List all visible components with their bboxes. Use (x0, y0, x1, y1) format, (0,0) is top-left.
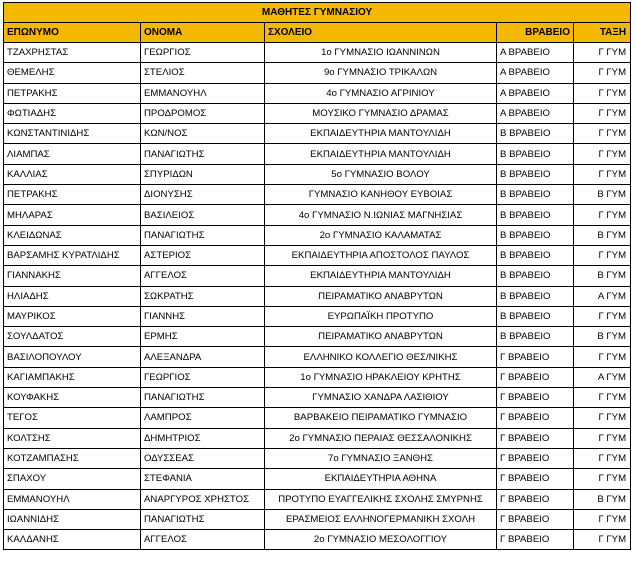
table-body (4, 43, 631, 550)
cell-class: Γ ΓΥΜ (574, 448, 631, 468)
cell-class: Γ ΓΥΜ (574, 347, 631, 367)
cell-name: ΚΩΝ/ΝΟΣ (141, 124, 265, 144)
cell-school: 9ο ΓΥΜΝΑΣΙΟ ΤΡΙΚΑΛΩΝ (265, 63, 497, 83)
cell-name: ΕΜΜΑΝΟΥΗΛ (141, 83, 265, 103)
cell-prize: Β ΒΡΑΒΕΙΟ (497, 185, 574, 205)
cell-school: 2ο ΓΥΜΝΑΣΙΟ ΚΑΛΑΜΑΤΑΣ (265, 225, 497, 245)
cell-name: ΓΙΑΝΝΗΣ (141, 306, 265, 326)
table-row (4, 83, 631, 103)
table-row (4, 347, 631, 367)
cell-school: ΜΟΥΣΙΚΟ ΓΥΜΝΑΣΙΟ ΔΡΑΜΑΣ (265, 103, 497, 123)
cell-class: Β ΓΥΜ (574, 489, 631, 509)
table-row (4, 448, 631, 468)
table-row (4, 286, 631, 306)
cell-class: Α ΓΥΜ (574, 367, 631, 387)
table-row (4, 185, 631, 205)
table-row (4, 428, 631, 448)
cell-class: Β ΓΥΜ (574, 266, 631, 286)
cell-prize: Γ ΒΡΑΒΕΙΟ (497, 388, 574, 408)
table-row (4, 144, 631, 164)
table-row (4, 408, 631, 428)
table-row (4, 205, 631, 225)
cell-school: ΕΚΠΑΙΔΕΥΤΗΡΙΑ ΜΑΝΤΟΥΛΙΔΗ (265, 124, 497, 144)
cell-prize: Β ΒΡΑΒΕΙΟ (497, 266, 574, 286)
cell-name: ΑΓΓΕΛΟΣ (141, 266, 265, 286)
cell-name: ΑΛΕΞΑΝΔΡΑ (141, 347, 265, 367)
cell-surname: ΚΟΛΤΣΗΣ (4, 428, 141, 448)
cell-surname: ΓΙΑΝΝΑΚΗΣ (4, 266, 141, 286)
cell-surname: ΚΑΛΔΑΝΗΣ (4, 530, 141, 550)
cell-prize: Γ ΒΡΑΒΕΙΟ (497, 509, 574, 529)
table-row (4, 367, 631, 387)
cell-school: 2ο ΓΥΜΝΑΣΙΟ ΜΕΣΟΛΟΓΓΙΟΥ (265, 530, 497, 550)
cell-class: Γ ΓΥΜ (574, 144, 631, 164)
cell-class: Γ ΓΥΜ (574, 43, 631, 63)
cell-school: 1ο ΓΥΜΝΑΣΙΟ ΙΩΑΝΝΙΝΩΝ (265, 43, 497, 63)
cell-prize: Γ ΒΡΑΒΕΙΟ (497, 367, 574, 387)
cell-name: ΟΔΥΣΣΕΑΣ (141, 448, 265, 468)
cell-prize: Γ ΒΡΑΒΕΙΟ (497, 469, 574, 489)
cell-school: ΒΑΡΒΑΚΕΙΟ ΠΕΙΡΑΜΑΤΙΚΟ ΓΥΜΝΑΣΙΟ (265, 408, 497, 428)
cell-class: Γ ΓΥΜ (574, 306, 631, 326)
cell-surname: ΚΟΤΖΑΜΠΑΣΗΣ (4, 448, 141, 468)
cell-class: Γ ΓΥΜ (574, 530, 631, 550)
cell-prize: Β ΒΡΑΒΕΙΟ (497, 245, 574, 265)
cell-school: ΓΥΜΝΑΣΙΟ ΚΑΝΗΘΟΥ ΕΥΒΟΙΑΣ (265, 185, 497, 205)
cell-prize: Β ΒΡΑΒΕΙΟ (497, 124, 574, 144)
cell-name: ΔΗΜΗΤΡΙΟΣ (141, 428, 265, 448)
cell-prize: Γ ΒΡΑΒΕΙΟ (497, 347, 574, 367)
cell-class: Γ ΓΥΜ (574, 103, 631, 123)
cell-class: Β ΓΥΜ (574, 185, 631, 205)
cell-class: Γ ΓΥΜ (574, 428, 631, 448)
title-row (4, 3, 631, 23)
cell-surname: ΠΕΤΡΑΚΗΣ (4, 185, 141, 205)
cell-school: ΕΛΛΗΝΙΚΟ ΚΟΛΛΕΓΙΟ ΘΕΣ/ΝΙΚΗΣ (265, 347, 497, 367)
cell-name: ΑΝΑΡΓΥΡΟΣ ΧΡΗΣΤΟΣ (141, 489, 265, 509)
cell-class: Γ ΓΥΜ (574, 509, 631, 529)
cell-class: Γ ΓΥΜ (574, 83, 631, 103)
cell-prize: Β ΒΡΑΒΕΙΟ (497, 225, 574, 245)
cell-name: ΣΤΕΛΙΟΣ (141, 63, 265, 83)
cell-class: Β ΓΥΜ (574, 327, 631, 347)
cell-school: 4ο ΓΥΜΝΑΣΙΟ ΑΓΡΙΝΙΟΥ (265, 83, 497, 103)
cell-surname: ΤΖΑΧΡΗΣΤΑΣ (4, 43, 141, 63)
cell-school: ΕΚΠΑΙΔΕΥΤΗΡΙΑ ΑΘΗΝΑ (265, 469, 497, 489)
cell-prize: Β ΒΡΑΒΕΙΟ (497, 286, 574, 306)
cell-surname: ΣΠΑΧΟΥ (4, 469, 141, 489)
cell-school: 4ο ΓΥΜΝΑΣΙΟ Ν.ΙΩΝΙΑΣ ΜΑΓΝΗΣΙΑΣ (265, 205, 497, 225)
cell-name: ΔΙΟΝΥΣΗΣ (141, 185, 265, 205)
cell-prize: Γ ΒΡΑΒΕΙΟ (497, 530, 574, 550)
cell-name: ΣΩΚΡΑΤΗΣ (141, 286, 265, 306)
cell-class: Γ ΓΥΜ (574, 164, 631, 184)
cell-school: ΠΡΟΤΥΠΟ ΕΥΑΓΓΕΛΙΚΗΣ ΣΧΟΛΗΣ ΣΜΥΡΝΗΣ (265, 489, 497, 509)
cell-surname: ΒΑΡΣΑΜΗΣ ΚΥΡΑΤΛΙΔΗΣ (4, 245, 141, 265)
cell-class: Γ ΓΥΜ (574, 63, 631, 83)
cell-name: ΒΑΣΙΛΕΙΟΣ (141, 205, 265, 225)
header-surname: ΕΠΩΝΥΜΟ (4, 23, 141, 43)
cell-school: 2ο ΓΥΜΝΑΣΙΟ ΠΕΡΑΙΑΣ ΘΕΣΣΑΛΟΝΙΚΗΣ (265, 428, 497, 448)
cell-class: Γ ΓΥΜ (574, 245, 631, 265)
cell-class: Γ ΓΥΜ (574, 205, 631, 225)
cell-prize: Γ ΒΡΑΒΕΙΟ (497, 448, 574, 468)
cell-school: ΠΕΙΡΑΜΑΤΙΚΟ ΑΝΑΒΡΥΤΩΝ (265, 327, 497, 347)
cell-surname: ΘΕΜΕΛΗΣ (4, 63, 141, 83)
cell-class: Γ ΓΥΜ (574, 469, 631, 489)
cell-name: ΠΑΝΑΓΙΩΤΗΣ (141, 388, 265, 408)
cell-surname: ΗΛΙΑΔΗΣ (4, 286, 141, 306)
cell-school: 5ο ΓΥΜΝΑΣΙΟ ΒΟΛΟΥ (265, 164, 497, 184)
cell-surname: ΚΑΓΙΑΜΠΑΚΗΣ (4, 367, 141, 387)
cell-prize: Α ΒΡΑΒΕΙΟ (497, 43, 574, 63)
cell-name: ΠΑΝΑΓΙΩΤΗΣ (141, 144, 265, 164)
cell-surname: ΛΙΑΜΠΑΣ (4, 144, 141, 164)
cell-name: ΛΑΜΠΡΟΣ (141, 408, 265, 428)
cell-class: Γ ΓΥΜ (574, 408, 631, 428)
cell-name: ΑΓΓΕΛΟΣ (141, 530, 265, 550)
cell-surname: ΚΑΛΛΙΑΣ (4, 164, 141, 184)
cell-prize: Β ΒΡΑΒΕΙΟ (497, 327, 574, 347)
cell-prize: Γ ΒΡΑΒΕΙΟ (497, 408, 574, 428)
cell-class: Α ΓΥΜ (574, 286, 631, 306)
header-name: ΟΝΟΜΑ (141, 23, 265, 43)
cell-prize: Α ΒΡΑΒΕΙΟ (497, 103, 574, 123)
table-row (4, 530, 631, 550)
cell-school: ΕΡΑΣΜΕΙΟΣ ΕΛΛΗΝΟΓΕΡΜΑΝΙΚΗ ΣΧΟΛΗ (265, 509, 497, 529)
table-title: ΜΑΘΗΤΕΣ ΓΥΜΝΑΣΙΟΥ (4, 3, 631, 23)
table-row (4, 327, 631, 347)
cell-prize: Β ΒΡΑΒΕΙΟ (497, 205, 574, 225)
table-row (4, 469, 631, 489)
table-row (4, 164, 631, 184)
header-row (4, 23, 631, 43)
cell-prize: Γ ΒΡΑΒΕΙΟ (497, 428, 574, 448)
table-row (4, 245, 631, 265)
cell-surname: ΚΛΕΙΔΩΝΑΣ (4, 225, 141, 245)
cell-surname: ΜΑΥΡΙΚΟΣ (4, 306, 141, 326)
table-row (4, 124, 631, 144)
cell-school: ΓΥΜΝΑΣΙΟ ΧΑΝΔΡΑ ΛΑΣΙΘΙΟΥ (265, 388, 497, 408)
cell-prize: Γ ΒΡΑΒΕΙΟ (497, 489, 574, 509)
cell-surname: ΒΑΣΙΛΟΠΟΥΛΟΥ (4, 347, 141, 367)
cell-class: Β ΓΥΜ (574, 225, 631, 245)
cell-school: ΕΚΠΑΙΔΕΥΤΗΡΙΑ ΑΠΟΣΤΟΛΟΣ ΠΑΥΛΟΣ (265, 245, 497, 265)
cell-name: ΣΠΥΡΙΔΩΝ (141, 164, 265, 184)
cell-name: ΑΣΤΕΡΙΟΣ (141, 245, 265, 265)
cell-school: ΕΥΡΩΠΑΪΚΗ ΠΡΟΤΥΠΟ (265, 306, 497, 326)
table-row (4, 509, 631, 529)
cell-prize: Α ΒΡΑΒΕΙΟ (497, 63, 574, 83)
table-row (4, 266, 631, 286)
cell-class: Γ ΓΥΜ (574, 388, 631, 408)
cell-school: ΕΚΠΑΙΔΕΥΤΗΡΙΑ ΜΑΝΤΟΥΛΙΔΗ (265, 144, 497, 164)
cell-school: ΕΚΠΑΙΔΕΥΤΗΡΙΑ ΜΑΝΤΟΥΛΙΔΗ (265, 266, 497, 286)
table-row (4, 103, 631, 123)
cell-surname: ΠΕΤΡΑΚΗΣ (4, 83, 141, 103)
cell-surname: ΙΩΑΝΝΙΔΗΣ (4, 509, 141, 529)
cell-prize: Β ΒΡΑΒΕΙΟ (497, 144, 574, 164)
cell-surname: ΜΗΛΑΡΑΣ (4, 205, 141, 225)
cell-name: ΠΑΝΑΓΙΩΤΗΣ (141, 225, 265, 245)
header-class: ΤΑΞΗ (574, 23, 631, 43)
cell-prize: Α ΒΡΑΒΕΙΟ (497, 83, 574, 103)
cell-name: ΠΡΟΔΡΟΜΟΣ (141, 103, 265, 123)
cell-surname: ΦΩΤΙΑΔΗΣ (4, 103, 141, 123)
table-row (4, 43, 631, 63)
cell-surname: ΚΟΥΦΑΚΗΣ (4, 388, 141, 408)
table-row (4, 388, 631, 408)
cell-surname: ΕΜΜΑΝΟΥΗΛ (4, 489, 141, 509)
table-row (4, 489, 631, 509)
cell-school: 1ο ΓΥΜΝΑΣΙΟ ΗΡΑΚΛΕΙΟΥ ΚΡΗΤΗΣ (265, 367, 497, 387)
cell-name: ΠΑΝΑΓΙΩΤΗΣ (141, 509, 265, 529)
cell-name: ΕΡΜΗΣ (141, 327, 265, 347)
table-row (4, 63, 631, 83)
results-table (3, 2, 631, 550)
table-row (4, 225, 631, 245)
cell-school: 7ο ΓΥΜΝΑΣΙΟ ΞΑΝΘΗΣ (265, 448, 497, 468)
table-row (4, 306, 631, 326)
cell-surname: ΤΕΓΟΣ (4, 408, 141, 428)
cell-surname: ΣΟΥΛΔΑΤΟΣ (4, 327, 141, 347)
cell-school: ΠΕΙΡΑΜΑΤΙΚΟ ΑΝΑΒΡΥΤΩΝ (265, 286, 497, 306)
cell-class: Γ ΓΥΜ (574, 124, 631, 144)
cell-name: ΓΕΩΡΓΙΟΣ (141, 367, 265, 387)
header-prize: ΒΡΑΒΕΙΟ (497, 23, 574, 43)
cell-name: ΓΕΩΡΓΙΟΣ (141, 43, 265, 63)
cell-name: ΣΤΕΦΑΝΙΑ (141, 469, 265, 489)
cell-prize: Β ΒΡΑΒΕΙΟ (497, 164, 574, 184)
cell-surname: ΚΩΝΣΤΑΝΤΙΝΙΔΗΣ (4, 124, 141, 144)
header-school: ΣΧΟΛΕΙΟ (265, 23, 497, 43)
cell-prize: Β ΒΡΑΒΕΙΟ (497, 306, 574, 326)
